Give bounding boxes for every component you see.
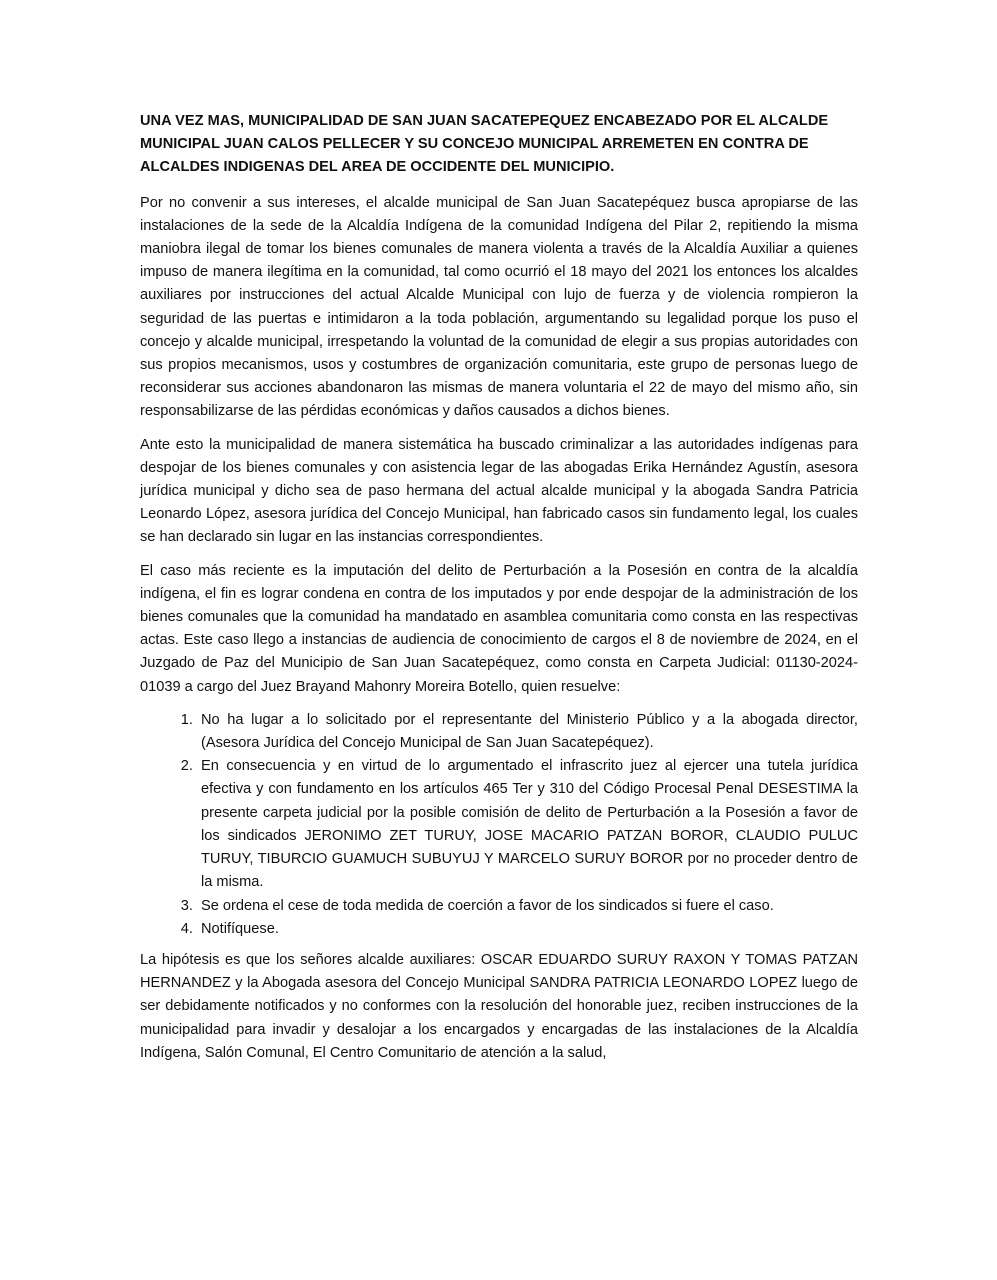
document-page [140, 110, 858, 1075]
paragraph-background: Por no convenir a sus intereses, el alcalde municipal de San Juan Sacatepéquez busca apropiarse de las instalaciones de la sede de la Alcaldía Indígena de la comunidad Indígena del Pilar 2, repitiendo la misma maniobra ilegal de tomar los bienes comunales de manera violenta a través de la Alcaldía Auxiliar a quienes impuso de manera ilegítima en la comunidad, tal como ocurrió el 18 mayo del 2021 los entonces los alcaldes auxiliares por instrucciones del actual Alcalde Municipal con lujo de fuerza y de violencia rompieron la seguridad de las puertas e intimidaron a la toda población, argumentando su legalidad porque los puso el concejo y alcalde municipal, irrespetando la voluntad de la comunidad de elegir a sus propias autoridades con sus propios mecanismos, usos y costumbres de organización comunitaria, este grupo de personas luego de reconsiderar sus acciones abandonaron las mismas de manera voluntaria el 22 de mayo del mismo año, sin responsabilizarse de las pérdidas económicas y daños causados a dichos bienes. [140, 194, 858, 420]
resolution-item: 3. Se ordena el cese de toda medida de coerción a favor de los sindicados si fuere el caso. [197, 895, 858, 918]
paragraph-hypothesis: La hipótesis es que los señores alcalde auxiliares: OSCAR EDUARDO SURUY RAXON Y TOMAS PATZAN HERNANDEZ y la Abogada asesora del Concejo Municipal SANDRA PATRICIA LEONARDO LOPEZ luego de ser debidamente notificados y no conformes con la resolución del honorable juez, reciben instrucciones de la municipalidad para invadir y desalojar a los encargados y encargadas de las instalaciones de la Alcaldía Indígena, Salón Comunal, El Centro Comunitario de atención a la salud, [140, 951, 858, 1061]
paragraph-criminalization: Ante esto la municipalidad de manera sistemática ha buscado criminalizar a las autoridades indígenas para despojar de los bienes comunales y con asistencia legar de las abogadas Erika Hernández Agustín, asesora jurídica municipal y dicho sea de paso hermana del actual alcalde municipal y la abogada Sandra Patricia Leonardo López, asesora jurídica del Concejo Municipal, han fabricado casos sin fundamento legal, los cuales se han declarado sin lugar en las instancias correspondientes. [140, 436, 858, 546]
resolution-list [140, 709, 858, 941]
resolution-item: 2. En consecuencia y en virtud de lo argumentado el infrascrito juez al ejercer una tutela jurídica efectiva y con fundamento en los artículos 465 Ter y 310 del Código Procesal Penal DESESTIMA la presente carpeta judicial por la posible comisión de delito de Perturbación a la Posesión a favor de los sindicados JERONIMO ZET TURUY, JOSE MACARIO PATZAN BOROR, CLAUDIO PULUC TURUY, TIBURCIO GUAMUCH SUBUYUJ Y MARCELO SURUY BOROR por no proceder dentro de la misma. [197, 755, 858, 894]
paragraph-recent-case: El caso más reciente es la imputación del delito de Perturbación a la Posesión en contra de la alcaldía indígena, el fin es lograr condena en contra de los imputados y por ende despojar de la administración de los bienes comunales que la comunidad ha mandatado en asamblea comunitaria como consta en las respectivas actas. Este caso llego a instancias de audiencia de conocimiento de cargos el 8 de noviembre de 2024, en el Juzgado de Paz del Municipio de San Juan Sacatepéquez, como consta en Carpeta Judicial: 01130-2024-01039 a cargo del Juez Brayand Mahonry Moreira Botello, quien resuelve: [140, 562, 858, 695]
document-title: UNA VEZ MAS, MUNICIPALIDAD DE SAN JUAN SACATEPEQUEZ ENCABEZADO POR EL ALCALDE MUNICIPAL JUAN CALOS PELLECER Y SU CONCEJO MUNICIPAL ARREMETEN EN CONTRA DE ALCALDES INDIGENAS DEL AREA DE OCCIDENTE DEL MUNICIPIO. [140, 113, 829, 176]
resolution-item: 4. Notifíquese. [197, 918, 858, 941]
resolution-item: 1. No ha lugar a lo solicitado por el representante del Ministerio Público y a la abogada director, (Asesora Jurídica del Concejo Municipal de San Juan Sacatepéquez). [197, 709, 858, 755]
